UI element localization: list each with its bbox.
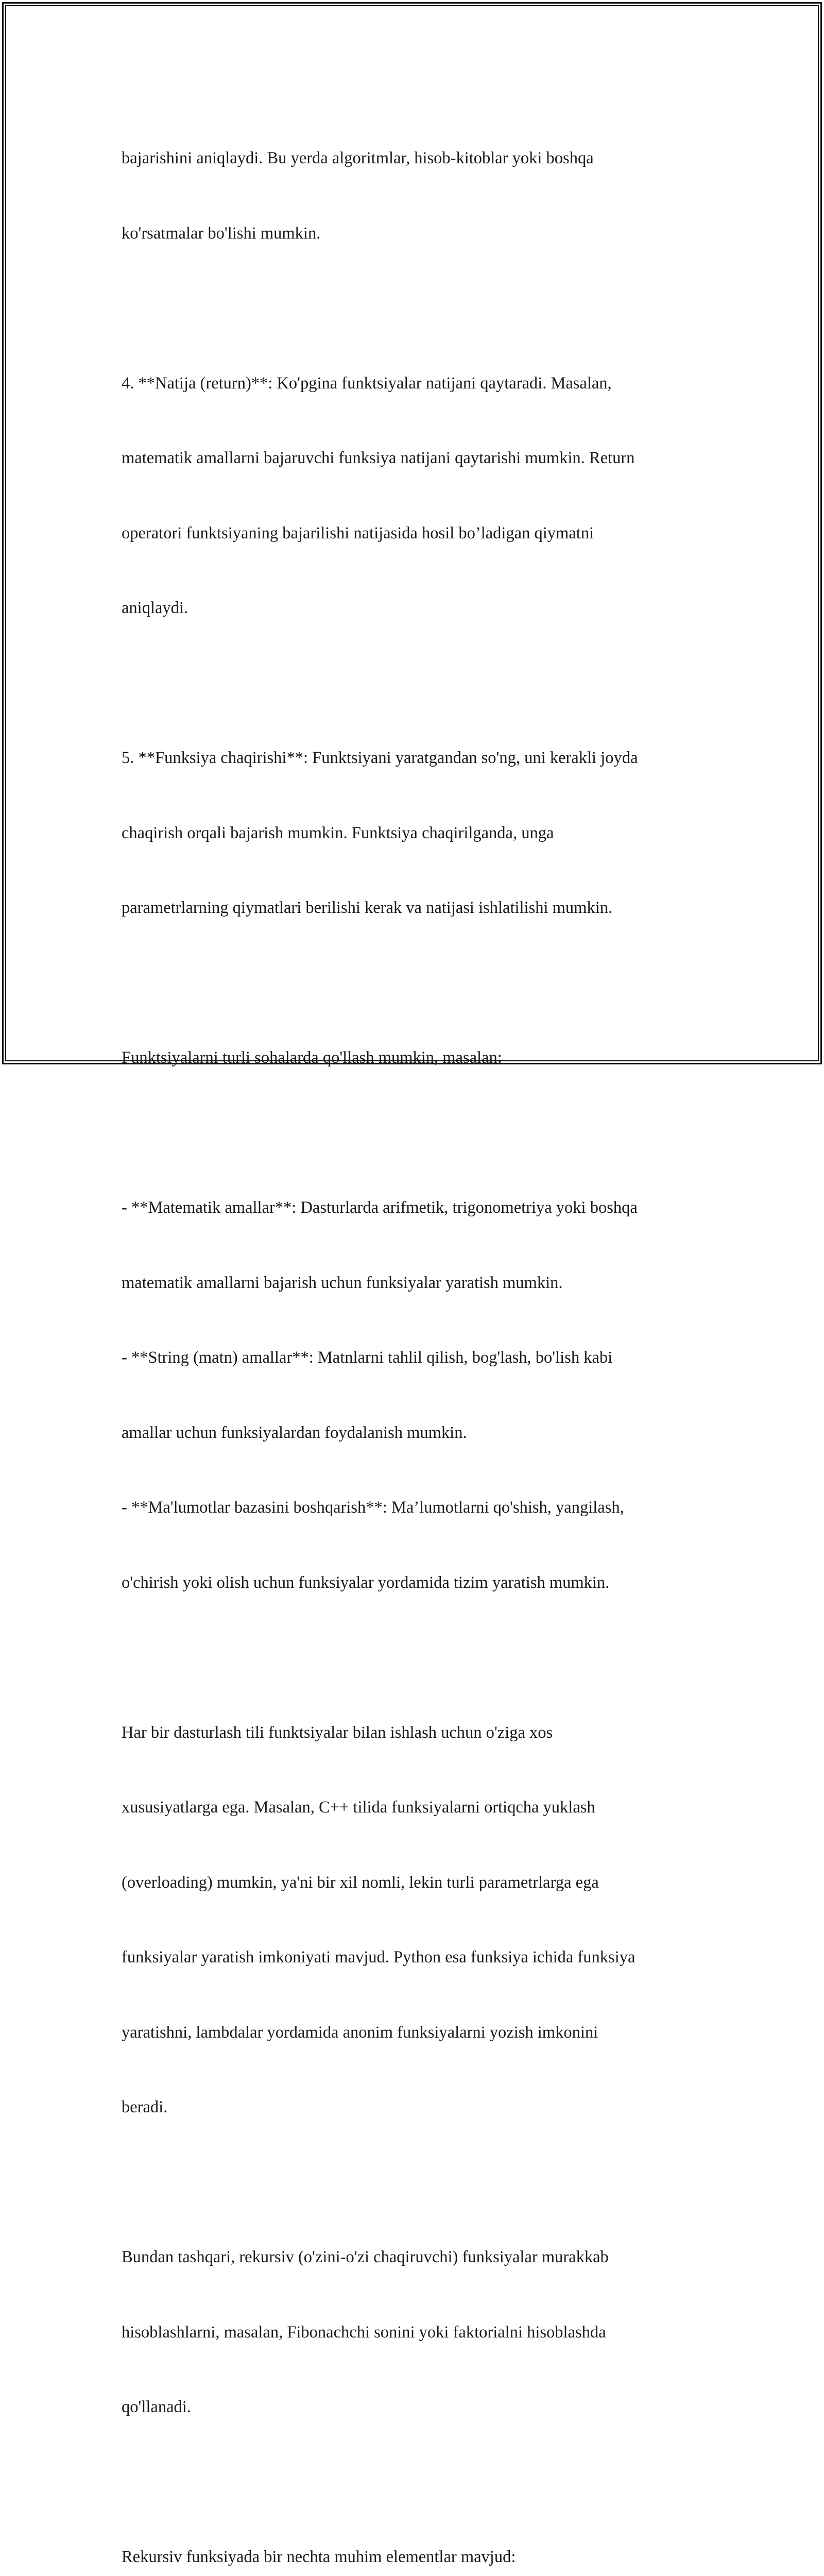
text-line: funksiyalar yaratish imkoniyati mavjud. Python esa funksiya ichida funksiya — [122, 1948, 636, 1967]
text-line: o'chirish yoki olish uchun funksiyalar yordamida tizim yaratish mumkin. — [122, 1573, 610, 1592]
text-line: parametrlarning qiymatlari berilishi kerak va natijasi ishlatilishi mumkin. — [122, 899, 613, 917]
text-line: (overloading) mumkin, ya'ni bir xil nomli, lekin turli parametrlarga ega — [122, 1873, 599, 1892]
text-line: amallar uchun funksiyalardan foydalanish mumkin. — [122, 1423, 467, 1442]
text-line: Funktsiyalarni turli sohalarda qo'llash mumkin, masalan: — [122, 1048, 502, 1067]
text-line: matematik amallarni bajaruvchi funksiya natijani qaytarishi mumkin. Return — [122, 449, 635, 467]
paragraph-usage-list — [122, 1145, 719, 1645]
list-item: - **String (matn) amallar**: Matnlarni tahlil qilish, bog'lash, bo'lish kabi — [122, 1348, 613, 1367]
text-line: chaqirish orqali bajarish mumkin. Funktsiya chaqirilganda, unga — [122, 823, 554, 842]
text-line: aniqlaydi. — [122, 599, 188, 617]
text-line: Har bir dasturlash tili funktsiyalar bilan ishlash uchun o'ziga xos — [122, 1723, 553, 1742]
paragraph-function-call — [122, 696, 719, 971]
text-line: xususiyatlarga ega. Masalan, C++ tilida funksiyalarni ortiqcha yuklash — [122, 1798, 595, 1817]
paragraph-usage-intro — [122, 995, 719, 1121]
paragraph-return-value — [122, 321, 719, 671]
text-line: ko'rsatmalar bo'lishi mumkin. — [122, 224, 321, 243]
list-item: - **Matematik amallar**: Dasturlarda arifmetik, trigonometriya yoki boshqa — [122, 1198, 638, 1217]
text-line: beradi. — [122, 2098, 168, 2116]
paragraph-recursion — [122, 2195, 719, 2470]
text-line: Rekursiv funksiyada bir nechta muhim elementlar mavjud: — [122, 2548, 516, 2566]
list-item: - **Ma'lumotlar bazasini boshqarish**: Ma’lumotlarni qo'shish, yangilash, — [122, 1498, 624, 1517]
document-body — [122, 96, 719, 2576]
text-line: 5. **Funksiya chaqirishi**: Funktsiyani yaratgandan so'ng, uni kerakli joyda — [122, 749, 638, 767]
paragraph-recursion-elements-intro — [122, 2495, 719, 2576]
paragraph-language-features — [122, 1670, 719, 2170]
text-line: bajarishini aniqlaydi. Bu yerda algoritmlar, hisob-kitoblar yoki boshqa — [122, 149, 594, 167]
text-line: operatori funktsiyaning bajarilishi natijasida hosil bo’ladigan qiymatni — [122, 523, 594, 543]
text-line: qo'llanadi. — [122, 2398, 191, 2416]
text-line: hisoblashlarni, masalan, Fibonachchi sonini yoki faktorialni hisoblashda — [122, 2323, 606, 2342]
paragraph-execution-body — [122, 96, 719, 296]
text-line: yaratishni, lambdalar yordamida anonim funksiyalarni yozish imkonini — [122, 2023, 598, 2042]
text-line: matematik amallarni bajarish uchun funksiyalar yaratish mumkin. — [122, 1273, 563, 1292]
text-line: Bundan tashqari, rekursiv (o'zini-o'zi chaqiruvchi) funksiyalar murakkab — [122, 2248, 609, 2266]
text-line: 4. **Natija (return)**: Ko'pgina funktsiyalar natijani qaytaradi. Masalan, — [122, 374, 612, 393]
